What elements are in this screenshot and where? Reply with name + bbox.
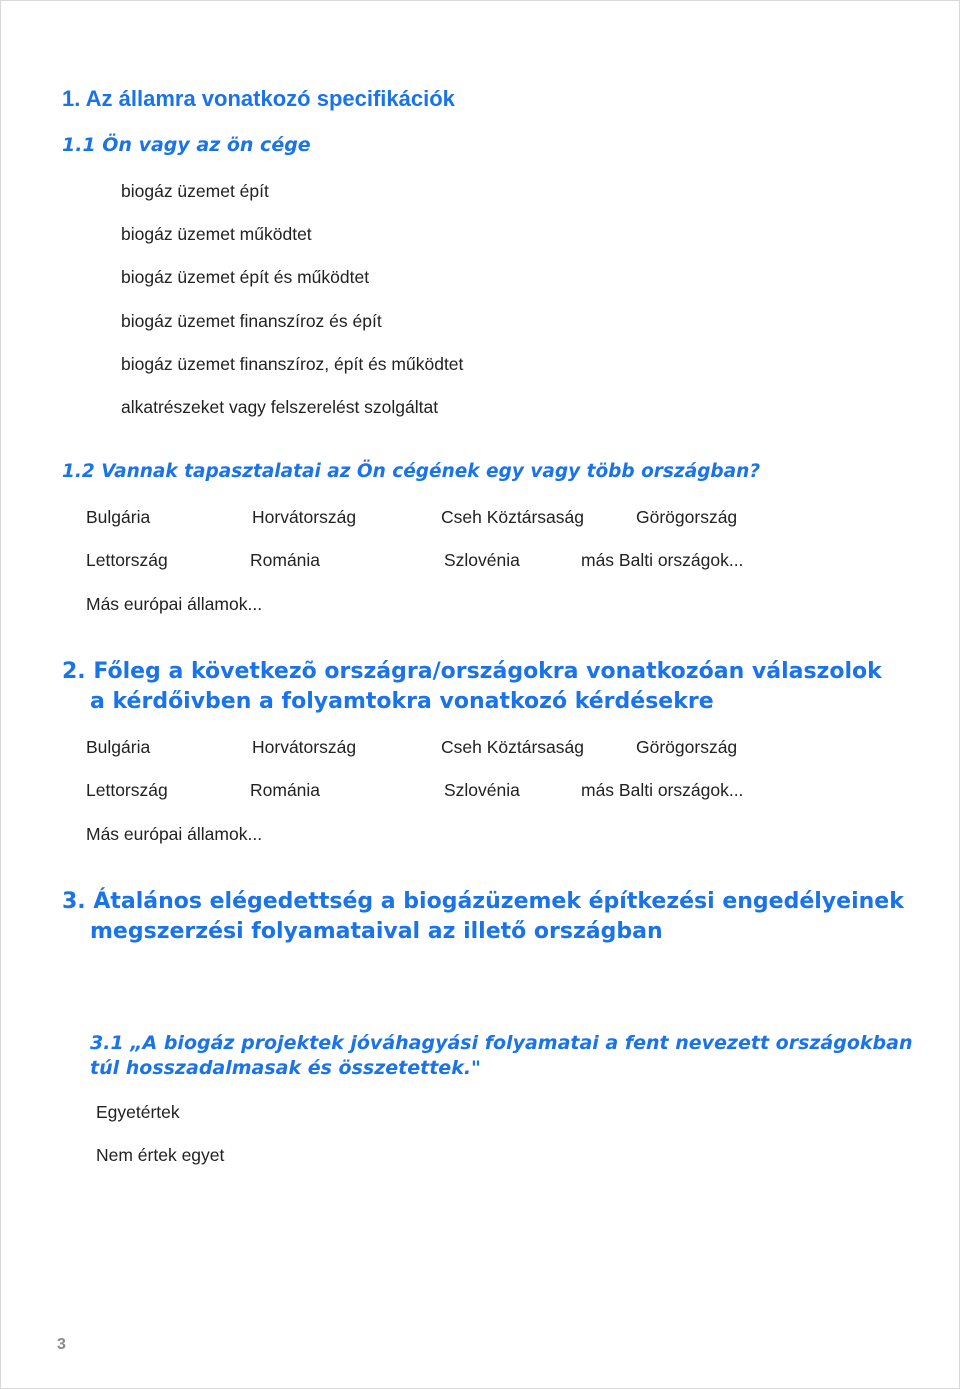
section-3-1-title-line-1: 3.1 „A biogáz projektek jóváhagyási folyamatai a fent nevezett országokban [90,1032,913,1054]
country-option[interactable]: Cseh Köztársaság [441,737,584,757]
country-option[interactable]: Horvátország [252,737,357,757]
answer-option-disagree[interactable]: Nem értek egyet [96,1145,225,1165]
page-number: 3 [57,1336,66,1353]
country-option[interactable]: Bulgária [86,737,151,757]
section-1-2-title: 1.2 Vannak tapasztalatai az Ön cégének egy vagy több országban? [62,461,761,482]
country-option[interactable]: Románia [250,780,321,800]
section-3-title-line-2: megszerzési folyamataival az illető országban [90,919,663,944]
country-option[interactable]: Szlovénia [444,550,520,570]
section-1-1-title: 1.1 Ön vagy az ön cége [62,134,311,156]
country-option[interactable]: Lettország [86,550,168,570]
section-3-1-title-line-2: túl hosszadalmasak és összetettek." [90,1057,481,1079]
answer-option-agree[interactable]: Egyetértek [96,1102,180,1122]
country-option[interactable]: Más európai államok... [86,594,263,614]
country-option[interactable]: Cseh Köztársaság [441,507,584,527]
section-2-title-line-2: a kérdőivben a folyamtokra vonatkozó kérdésekre [90,689,714,714]
section-3-title-line-1: 3. Átalános elégedettség a biogázüzemek építkezési engedélyeinek [62,889,904,914]
country-option[interactable]: Lettország [86,780,168,800]
country-option[interactable]: más Balti országok... [581,780,744,800]
country-option[interactable]: Görögország [636,737,738,757]
country-option[interactable]: Horvátország [252,507,357,527]
country-option[interactable]: más Balti országok... [581,550,744,570]
option-item[interactable]: alkatrészeket vagy felszerelést szolgáltat [121,397,439,417]
country-option[interactable]: Románia [250,550,321,570]
section-1-title: 1. Az államra vonatkozó specifikációk [62,86,455,111]
option-item[interactable]: biogáz üzemet működtet [121,224,312,244]
option-item[interactable]: biogáz üzemet épít [121,181,269,201]
country-option[interactable]: Szlovénia [444,780,520,800]
option-item[interactable]: biogáz üzemet finanszíroz, épít és működtet [121,354,464,374]
country-option[interactable]: Görögország [636,507,738,527]
country-option[interactable]: Bulgária [86,507,151,527]
section-2-title-line-1: 2. Főleg a következõ országra/országokra vonatkozóan válaszolok [62,659,882,684]
country-option[interactable]: Más európai államok... [86,824,263,844]
option-item[interactable]: biogáz üzemet épít és működtet [121,267,370,287]
option-item[interactable]: biogáz üzemet finanszíroz és épít [121,311,382,331]
